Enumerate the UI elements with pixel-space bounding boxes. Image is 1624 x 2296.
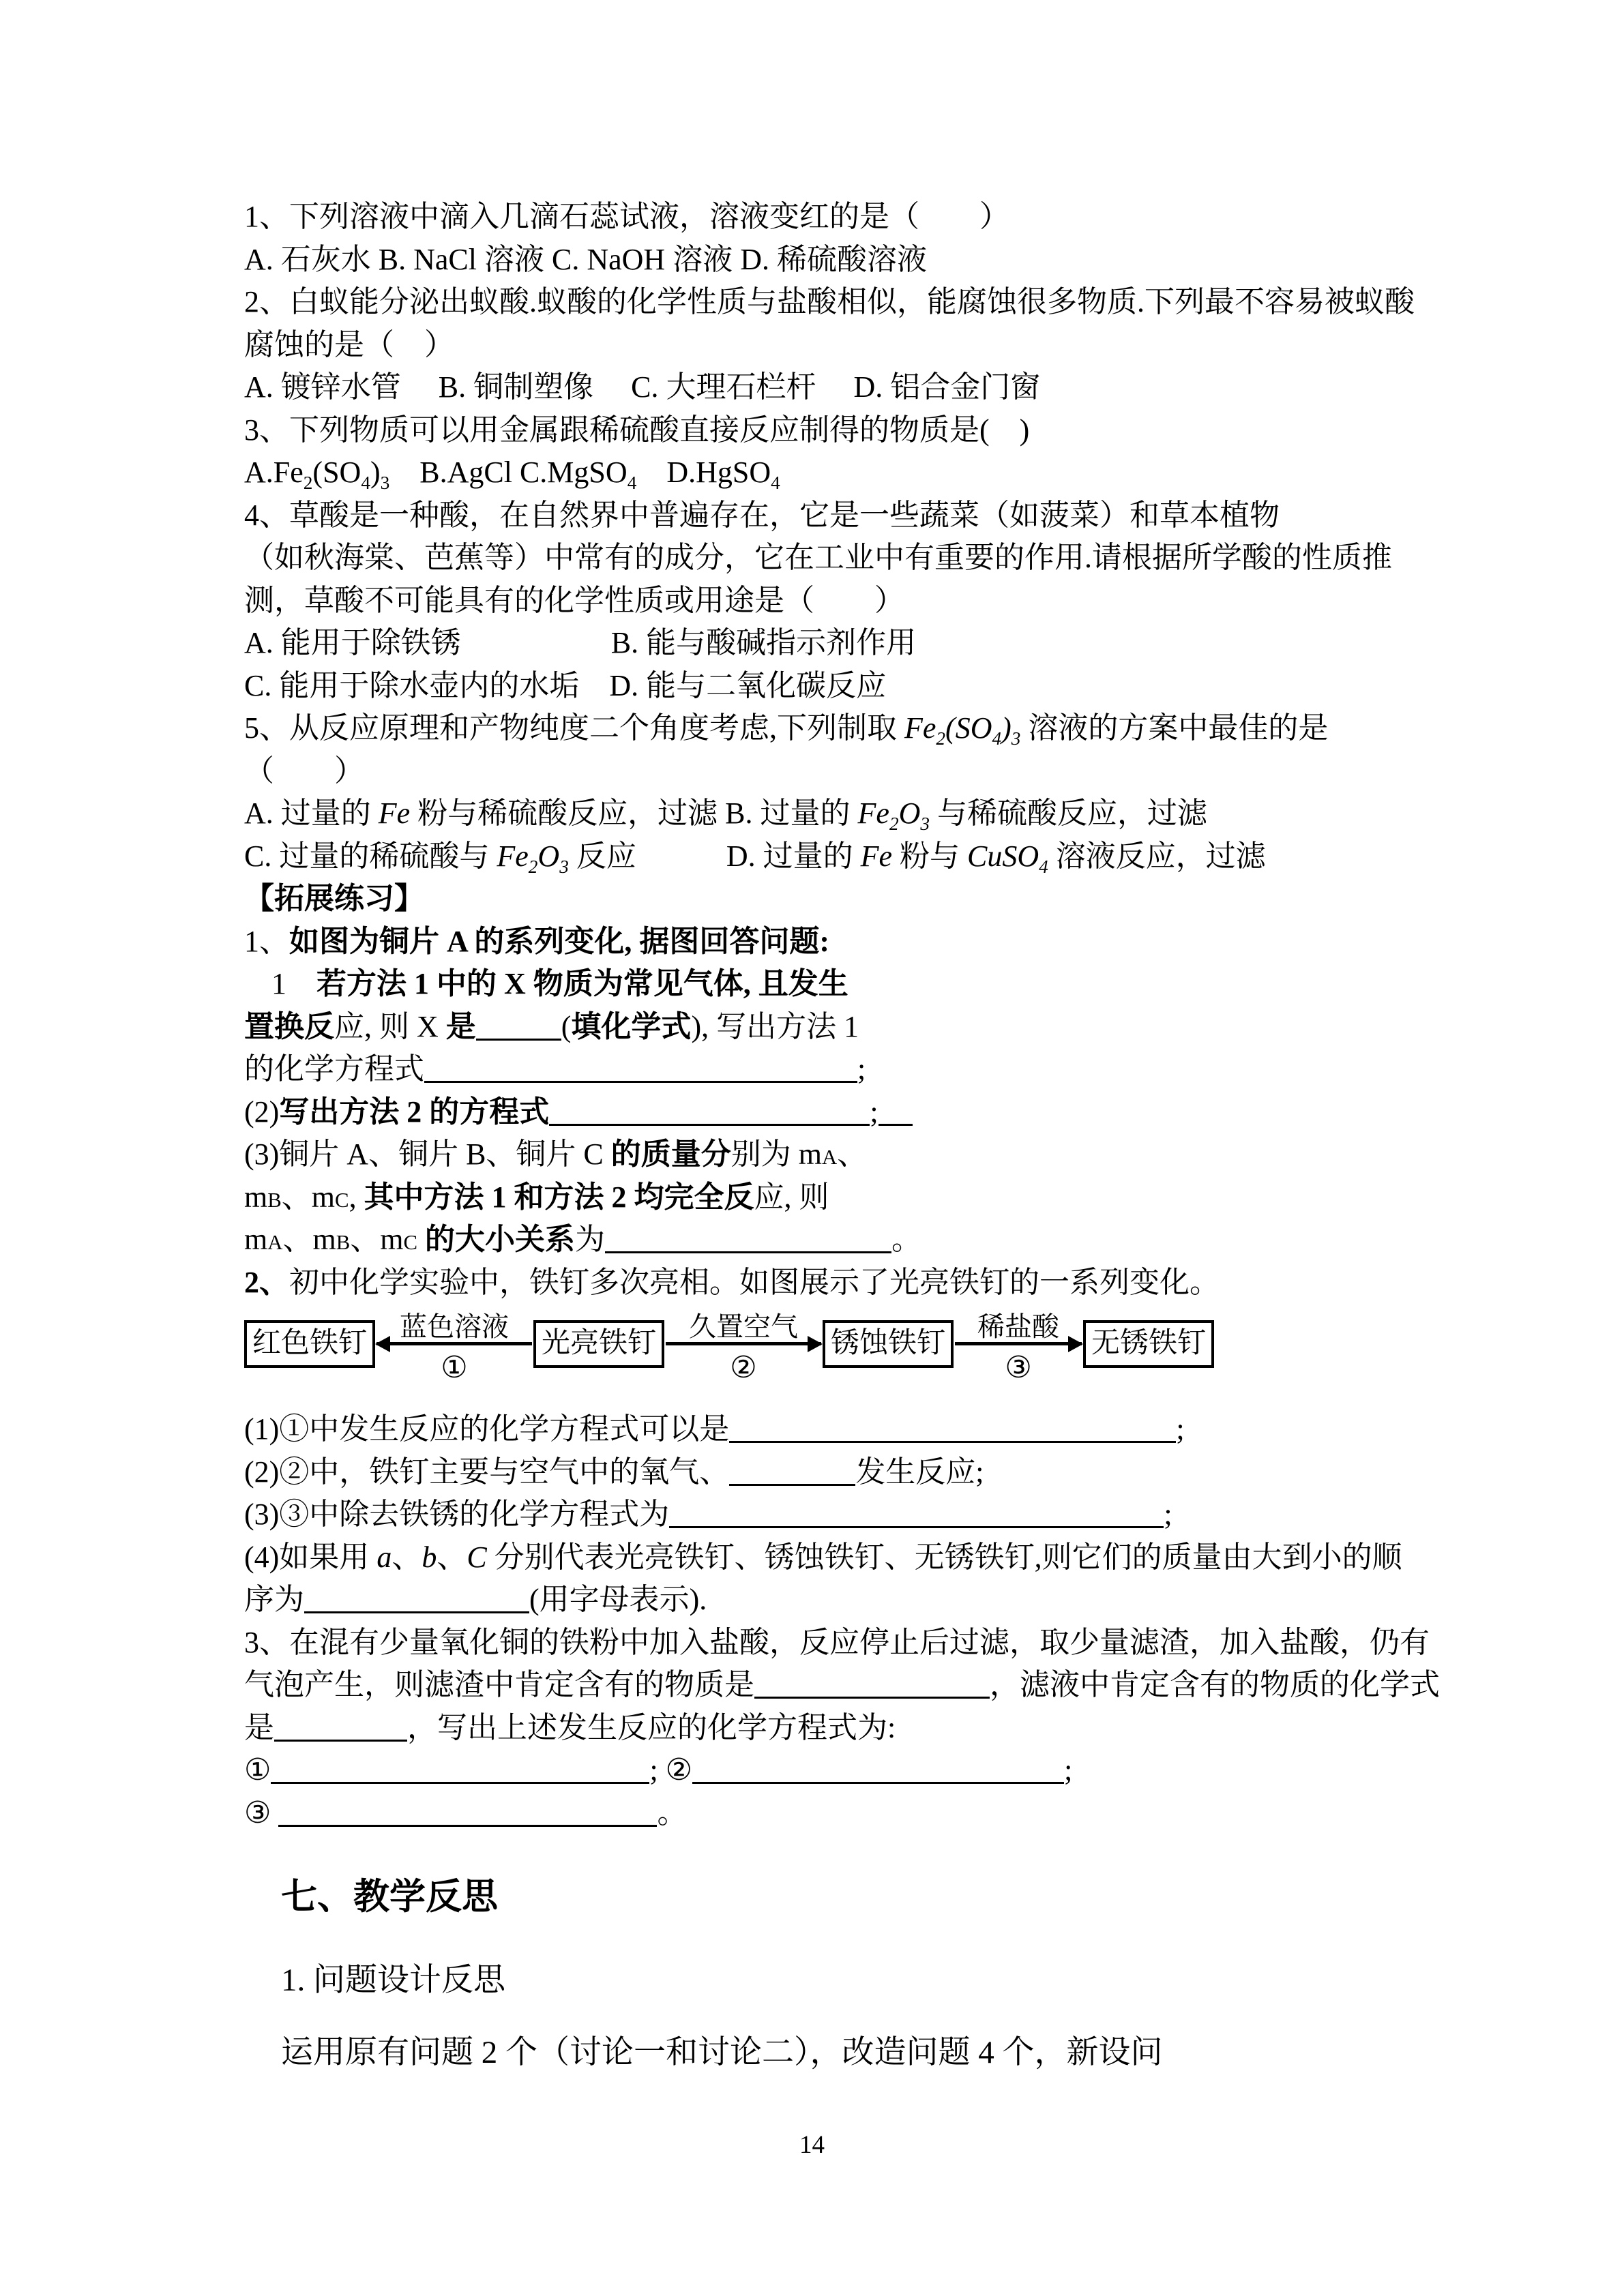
text-segment: 气泡产生，则滤渣中肯定含有的物质是 bbox=[244, 1668, 754, 1701]
text-segment: 测，草酸不可能具有的化学性质或用途是（ ） bbox=[244, 583, 904, 617]
text-segment: ) bbox=[1001, 711, 1012, 745]
fill-in-blank bbox=[271, 1759, 649, 1784]
text-segment: 1、下列溶液中滴入几滴石蕊试液，溶液变红的是（ ） bbox=[244, 200, 1009, 233]
text-segment: 。 bbox=[891, 1223, 922, 1256]
text-segment: 若方法 1 中的 X 物质为常见气体, 且发生 bbox=[316, 967, 848, 1000]
text-segment: ; bbox=[1164, 1497, 1172, 1531]
text-segment: 、m bbox=[350, 1223, 404, 1256]
fill-in-blank bbox=[754, 1673, 990, 1699]
text-segment: (3)③中除去铁锈的化学方程式为 bbox=[244, 1497, 670, 1531]
text-segment: A bbox=[822, 1146, 838, 1169]
text-segment: (4)如果用 bbox=[244, 1540, 377, 1574]
text-segment: 4 bbox=[992, 728, 1002, 749]
text-segment: ; bbox=[857, 1052, 866, 1086]
iron-nail-diagram bbox=[244, 1301, 1214, 1391]
text-segment: 的化学方程式 bbox=[244, 1052, 424, 1086]
fill-in-questions-block bbox=[244, 1408, 1440, 1834]
text-segment: 2 bbox=[936, 728, 946, 749]
fill-in-blank bbox=[692, 1759, 1064, 1784]
text-line bbox=[244, 1091, 1415, 1134]
text-line bbox=[244, 239, 1415, 282]
text-segment: 如图为铜片 A 的系列变化, 据图回答问题: bbox=[289, 924, 829, 958]
text-segment: 粉与稀硫酸反应，过滤 B. 过量的 bbox=[410, 796, 858, 830]
fill-in-blank bbox=[476, 1015, 561, 1041]
subsection-heading: 1. 问题设计反思 bbox=[281, 1963, 505, 1998]
fill-in-blank bbox=[879, 1101, 913, 1126]
reflection-paragraph: 运用原有问题 2 个（讨论一和讨论二），改造问题 4 个，新设问 bbox=[281, 2035, 1163, 2070]
fill-in-blank bbox=[274, 1716, 407, 1742]
text-segment: (3)铜片 A、铜片 B、铜片 C bbox=[244, 1137, 611, 1171]
text-line bbox=[244, 1133, 1415, 1176]
text-segment: ; bbox=[870, 1094, 879, 1129]
arrow-label: 稀盐酸 bbox=[977, 1311, 1060, 1342]
text-segment: 、 bbox=[392, 1540, 422, 1574]
text-line bbox=[244, 494, 1415, 537]
text-segment: 4 bbox=[627, 472, 637, 493]
text-segment: 溶液的方案中最佳的是 bbox=[1020, 711, 1329, 745]
text-line bbox=[244, 963, 1415, 1006]
text-segment: 4 bbox=[361, 472, 370, 493]
text-segment: 别为 m bbox=[730, 1137, 823, 1171]
text-segment: ，写出上述发生反应的化学方程式为: bbox=[407, 1710, 896, 1744]
text-segment: 、 bbox=[437, 1540, 467, 1574]
text-segment: D.HgSO bbox=[636, 456, 771, 489]
text-segment: 应, 则 bbox=[754, 1180, 829, 1214]
text-segment: 的大小关系 bbox=[425, 1223, 576, 1256]
fill-in-blank bbox=[669, 1503, 1164, 1528]
diagram-arrow-1 bbox=[375, 1301, 533, 1391]
text-segment: 写出方法 2 的方程式 bbox=[279, 1094, 550, 1129]
text-line bbox=[244, 1749, 1440, 1792]
text-line bbox=[244, 1664, 1440, 1707]
text-segment: 其中方法 1 和方法 2 均完全反 bbox=[364, 1180, 754, 1214]
text-line bbox=[244, 1048, 1415, 1091]
text-segment: C bbox=[467, 1540, 487, 1574]
text-line bbox=[244, 1707, 1440, 1750]
text-segment: 3 bbox=[380, 472, 390, 493]
text-segment: A. 能用于除铁锈 B. 能与酸碱指示剂作用 bbox=[244, 626, 917, 659]
text-segment: 2 bbox=[889, 813, 899, 834]
diagram-box-bright-nail: 光亮铁钉 bbox=[533, 1320, 664, 1368]
text-segment: 序为 bbox=[244, 1583, 304, 1616]
text-line bbox=[244, 537, 1415, 580]
text-segment: 、 bbox=[837, 1137, 868, 1171]
fill-in-blank bbox=[304, 1588, 529, 1613]
fill-in-blank bbox=[729, 1461, 855, 1486]
text-segment: 填化学式 bbox=[571, 1009, 692, 1043]
arrow-shaft bbox=[377, 1342, 532, 1345]
text-segment: Fe bbox=[497, 839, 529, 873]
text-line bbox=[244, 324, 1415, 367]
text-line bbox=[244, 1451, 1440, 1494]
text-segment: (SO bbox=[312, 456, 361, 489]
text-segment: （ ） bbox=[244, 754, 364, 788]
text-segment: 溶液反应，过滤 bbox=[1048, 839, 1266, 873]
text-segment: 、m bbox=[282, 1223, 336, 1256]
text-line bbox=[244, 921, 1415, 964]
section-heading: 七、教学反思 bbox=[281, 1877, 498, 1917]
text-line bbox=[244, 1579, 1440, 1622]
text-segment: C bbox=[403, 1231, 418, 1254]
arrow-number: ② bbox=[730, 1351, 757, 1384]
text-segment: Fe bbox=[857, 796, 889, 830]
text-segment: (用字母表示). bbox=[529, 1583, 707, 1616]
text-segment: A. 石灰水 B. NaCl 溶液 C. NaOH 溶液 D. 稀硫酸溶液 bbox=[244, 242, 927, 276]
text-segment: 1 bbox=[271, 967, 316, 1000]
exercise-questions-block bbox=[244, 196, 1415, 1304]
diagram-box-rustfree-nail: 无锈铁钉 bbox=[1083, 1320, 1214, 1368]
text-segment: 是 bbox=[445, 1009, 476, 1043]
text-segment: A. 镀锌水管 B. 铜制塑像 C. 大理石栏杆 D. 铝合金门窗 bbox=[244, 370, 1041, 404]
text-segment: 分别代表光亮铁钉、锈蚀铁钉、无锈铁钉,则它们的质量由大到小的顺 bbox=[486, 1540, 1402, 1574]
text-segment: Fe bbox=[378, 796, 411, 830]
text-line bbox=[244, 1493, 1440, 1536]
text-segment: ( bbox=[561, 1009, 572, 1043]
fill-in-blank bbox=[729, 1418, 1176, 1443]
text-segment: , bbox=[349, 1180, 364, 1214]
text-segment: CuSO bbox=[967, 839, 1039, 873]
teaching-reflection-section bbox=[281, 1875, 1163, 2072]
text-line bbox=[244, 792, 1415, 835]
text-segment: Fe bbox=[860, 839, 893, 873]
text-segment: 、m bbox=[281, 1180, 336, 1214]
text-segment: 4、草酸是一种酸，在自然界中普遍存在，它是一些蔬菜（如菠菜）和草本植物 bbox=[244, 498, 1280, 532]
text-segment: 3 bbox=[1011, 728, 1021, 749]
text-line bbox=[244, 1792, 1440, 1835]
fill-in-blank bbox=[605, 1228, 891, 1253]
text-segment: 2、 bbox=[244, 1265, 289, 1299]
text-segment: B bbox=[267, 1188, 282, 1212]
arrow-number: ① bbox=[441, 1351, 468, 1384]
text-segment: A.Fe bbox=[244, 456, 304, 489]
fill-in-blank bbox=[549, 1101, 870, 1126]
text-segment bbox=[417, 1223, 425, 1256]
text-segment: 置换反 bbox=[244, 1009, 334, 1043]
text-segment: 4 bbox=[1039, 856, 1048, 877]
fill-in-blank bbox=[424, 1058, 857, 1083]
text-segment: 4 bbox=[771, 472, 780, 493]
text-line bbox=[244, 1408, 1440, 1451]
text-line bbox=[244, 750, 1415, 793]
arrow-shaft bbox=[666, 1342, 821, 1345]
text-segment: ), 写出方法 1 bbox=[691, 1009, 859, 1043]
text-segment: 2 bbox=[528, 856, 538, 877]
text-segment: 2、白蚁能分泌出蚁酸.蚁酸的化学性质与盐酸相似，能腐蚀很多物质.下列最不容易被蚁酸 bbox=[244, 285, 1415, 318]
text-line bbox=[244, 622, 1415, 665]
text-line bbox=[244, 196, 1415, 239]
text-segment: A bbox=[267, 1231, 283, 1254]
text-segment: Fe bbox=[904, 711, 936, 745]
text-line bbox=[244, 665, 1415, 708]
text-segment: 是 bbox=[244, 1710, 274, 1744]
text-line bbox=[244, 1262, 1415, 1304]
text-segment: 2 bbox=[303, 472, 313, 493]
text-line bbox=[244, 1176, 1415, 1219]
text-segment: 的质量分 bbox=[610, 1137, 731, 1171]
text-segment: O bbox=[898, 796, 921, 830]
text-line bbox=[244, 409, 1415, 452]
text-segment: A. 过量的 bbox=[244, 796, 379, 830]
text-segment: 【拓展练习】 bbox=[244, 882, 424, 915]
arrow-label: 久置空气 bbox=[689, 1311, 799, 1342]
text-segment: ，滤液中肯定含有的物质的化学式 bbox=[990, 1668, 1440, 1701]
page-number: 14 bbox=[799, 2131, 825, 2159]
text-line bbox=[244, 878, 1415, 921]
text-segment: 3 bbox=[920, 813, 930, 834]
diagram-arrow-3 bbox=[954, 1301, 1083, 1391]
arrow-label: 蓝色溶液 bbox=[400, 1311, 510, 1342]
text-line bbox=[244, 281, 1415, 324]
text-segment: 粉与 bbox=[892, 839, 968, 873]
text-segment: C bbox=[335, 1188, 349, 1212]
text-line bbox=[244, 1536, 1440, 1579]
diagram-box-red-nail: 红色铁钉 bbox=[244, 1320, 375, 1368]
text-segment: ; ② bbox=[649, 1753, 693, 1787]
text-segment: 与稀硫酸反应，过滤 bbox=[930, 796, 1208, 830]
text-segment: b bbox=[422, 1540, 437, 1574]
text-segment: （如秋海棠、芭蕉等）中常有的成分，它在工业中有重要的作用.请根据所学酸的性质推 bbox=[244, 541, 1392, 574]
text-line bbox=[244, 451, 1415, 494]
text-segment: B bbox=[336, 1231, 351, 1254]
text-line bbox=[244, 366, 1415, 409]
text-segment: m bbox=[244, 1180, 268, 1214]
text-segment: ① bbox=[244, 1753, 271, 1787]
text-segment: ③ bbox=[244, 1795, 279, 1830]
text-segment: 1、 bbox=[244, 924, 289, 958]
text-line bbox=[244, 1006, 1415, 1049]
text-segment: (SO bbox=[945, 711, 992, 745]
diagram-box-rusted-nail: 锈蚀铁钉 bbox=[823, 1320, 954, 1368]
text-segment: 。 bbox=[657, 1795, 688, 1830]
text-segment: (2)②中，铁钉主要与空气中的氧气、 bbox=[244, 1455, 730, 1489]
text-segment: B.AgCl C.MgSO bbox=[389, 456, 628, 489]
text-segment: 5、从反应原理和产物纯度二个角度考虑,下列制取 bbox=[244, 711, 904, 745]
text-segment: ; bbox=[1176, 1412, 1185, 1446]
text-line bbox=[244, 1219, 1415, 1262]
text-segment: m bbox=[244, 1223, 268, 1256]
text-segment: 发生反应; bbox=[855, 1455, 984, 1489]
text-segment: 腐蚀的是（ ） bbox=[244, 327, 454, 361]
arrow-shaft bbox=[955, 1342, 1082, 1345]
text-segment: C. 能用于除水壶内的水垢 D. 能与二氧化碳反应 bbox=[244, 668, 887, 702]
text-segment: ; bbox=[1064, 1753, 1073, 1787]
text-segment: 3、在混有少量氧化铜的铁粉中加入盐酸，反应停止后过滤，取少量滤渣，加入盐酸，仍有 bbox=[244, 1625, 1430, 1659]
text-line bbox=[244, 580, 1415, 623]
text-segment: 应, 则 X bbox=[334, 1009, 446, 1043]
text-segment: 初中化学实验中，铁钉多次亮相。如图展示了光亮铁钉的一系列变化。 bbox=[289, 1265, 1220, 1299]
text-segment: O bbox=[537, 839, 560, 873]
text-segment: C. 过量的稀硫酸与 bbox=[244, 839, 497, 873]
text-line bbox=[244, 1622, 1440, 1665]
text-segment: ) bbox=[370, 456, 381, 489]
text-segment: (1)①中发生反应的化学方程式可以是 bbox=[244, 1412, 730, 1446]
text-segment: 反应 D. 过量的 bbox=[568, 839, 861, 873]
text-line bbox=[244, 835, 1415, 878]
text-segment: a bbox=[377, 1540, 392, 1574]
diagram-arrow-2 bbox=[664, 1301, 823, 1391]
fill-in-blank bbox=[278, 1802, 657, 1827]
text-segment: 3 bbox=[559, 856, 569, 877]
text-segment: (2) bbox=[244, 1094, 280, 1129]
text-segment: 3、下列物质可以用金属跟稀硫酸直接反应制得的物质是( ) bbox=[244, 413, 1030, 447]
text-segment: 为 bbox=[575, 1223, 606, 1256]
arrow-number: ③ bbox=[1005, 1351, 1032, 1384]
text-line bbox=[244, 707, 1415, 750]
